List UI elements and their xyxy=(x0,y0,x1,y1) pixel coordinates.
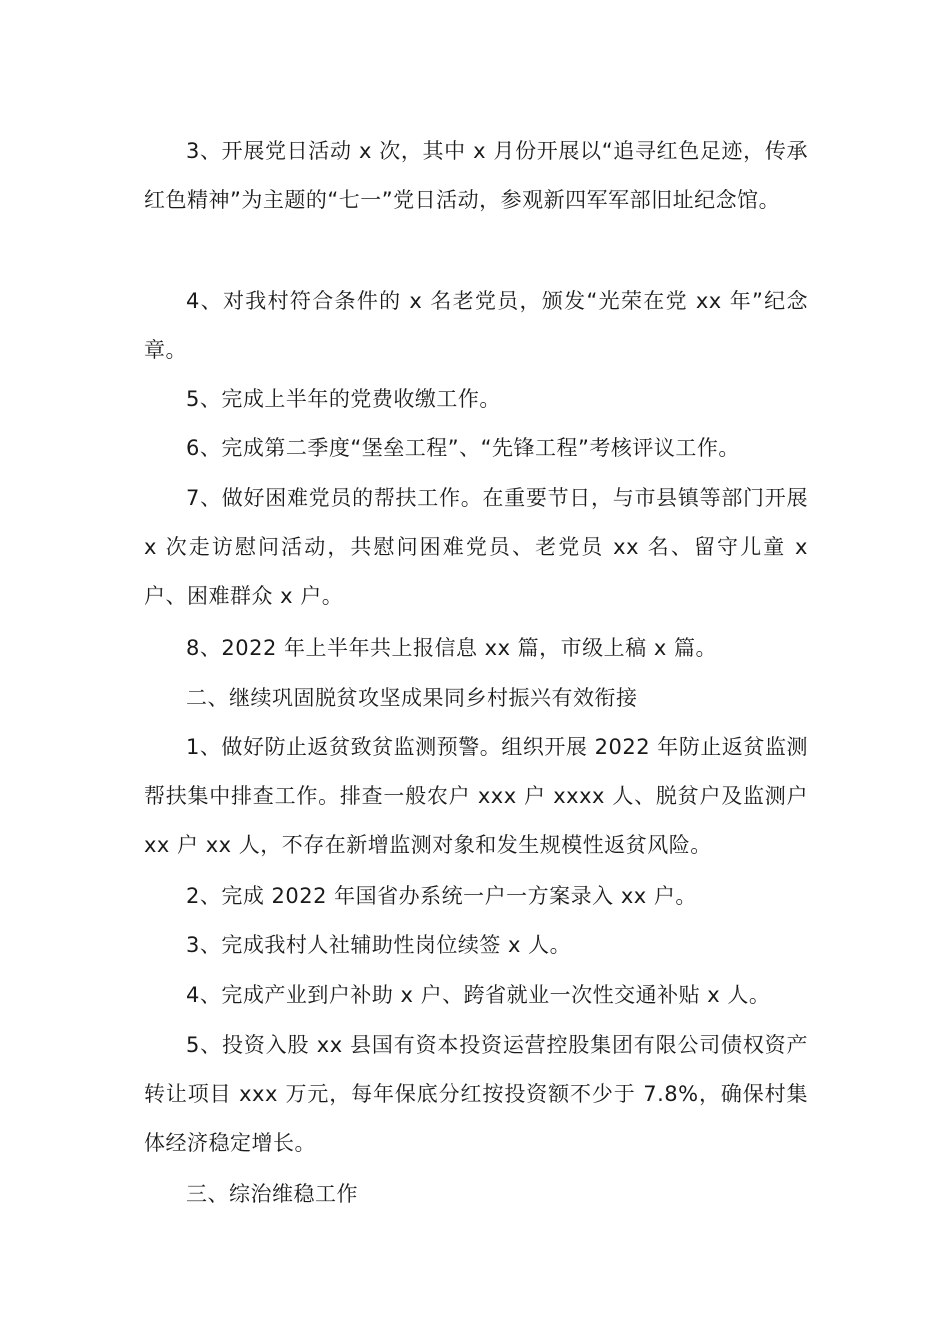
paragraph: 4、对我村符合条件的 x 名老党员，颁发“光荣在党 xx 年”纪念章。 xyxy=(144,289,808,362)
paragraph: 1、做好防止返贫致贫监测预警。组织开展 2022 年防止返贫监测帮扶集中排查工作。排查一般农户 xxx 户 xxxx 人、脱贫户及监测户 xx 户 xx 人，不存在新增监测对象和发生规模性返贫风险。 xyxy=(144,735,808,857)
paragraph: 3、开展党日活动 x 次，其中 x 月份开展以“追寻红色足迹，传承红色精神”为主题的“七一”党日活动，参观新四军军部旧址纪念馆。 xyxy=(144,139,808,212)
paragraph: 5、投资入股 xx 县国有资本投资运营控股集团有限公司债权资产转让项目 xxx 万元，每年保底分红按投资额不少于 7.8%，确保村集体经济稳定增长。 xyxy=(144,1033,808,1155)
paragraph: 6、完成第二季度“堡垒工程”、“先锋工程”考核评议工作。 xyxy=(186,436,740,460)
paragraph: 7、做好困难党员的帮扶工作。在重要节日，与市县镇等部门开展 x 次走访慰问活动，共慰问困难党员、老党员 xx 名、留守儿童 x 户、困难群众 x 户。 xyxy=(144,486,808,608)
paragraph: 8、2022 年上半年共上报信息 xx 篇，市级上稿 x 篇。 xyxy=(186,636,717,660)
paragraph: 2、完成 2022 年国省办系统一户一方案录入 xx 户。 xyxy=(186,884,697,908)
paragraph: 4、完成产业到户补助 x 户、跨省就业一次性交通补贴 x 人。 xyxy=(186,983,771,1007)
paragraph: 3、完成我村人社辅助性岗位续签 x 人。 xyxy=(186,933,572,957)
section-heading: 二、继续巩固脱贫攻坚成果同乡村振兴有效衔接 xyxy=(186,686,638,710)
section-heading: 三、综治维稳工作 xyxy=(186,1182,358,1206)
paragraph: 5、完成上半年的党费收缴工作。 xyxy=(186,387,501,411)
